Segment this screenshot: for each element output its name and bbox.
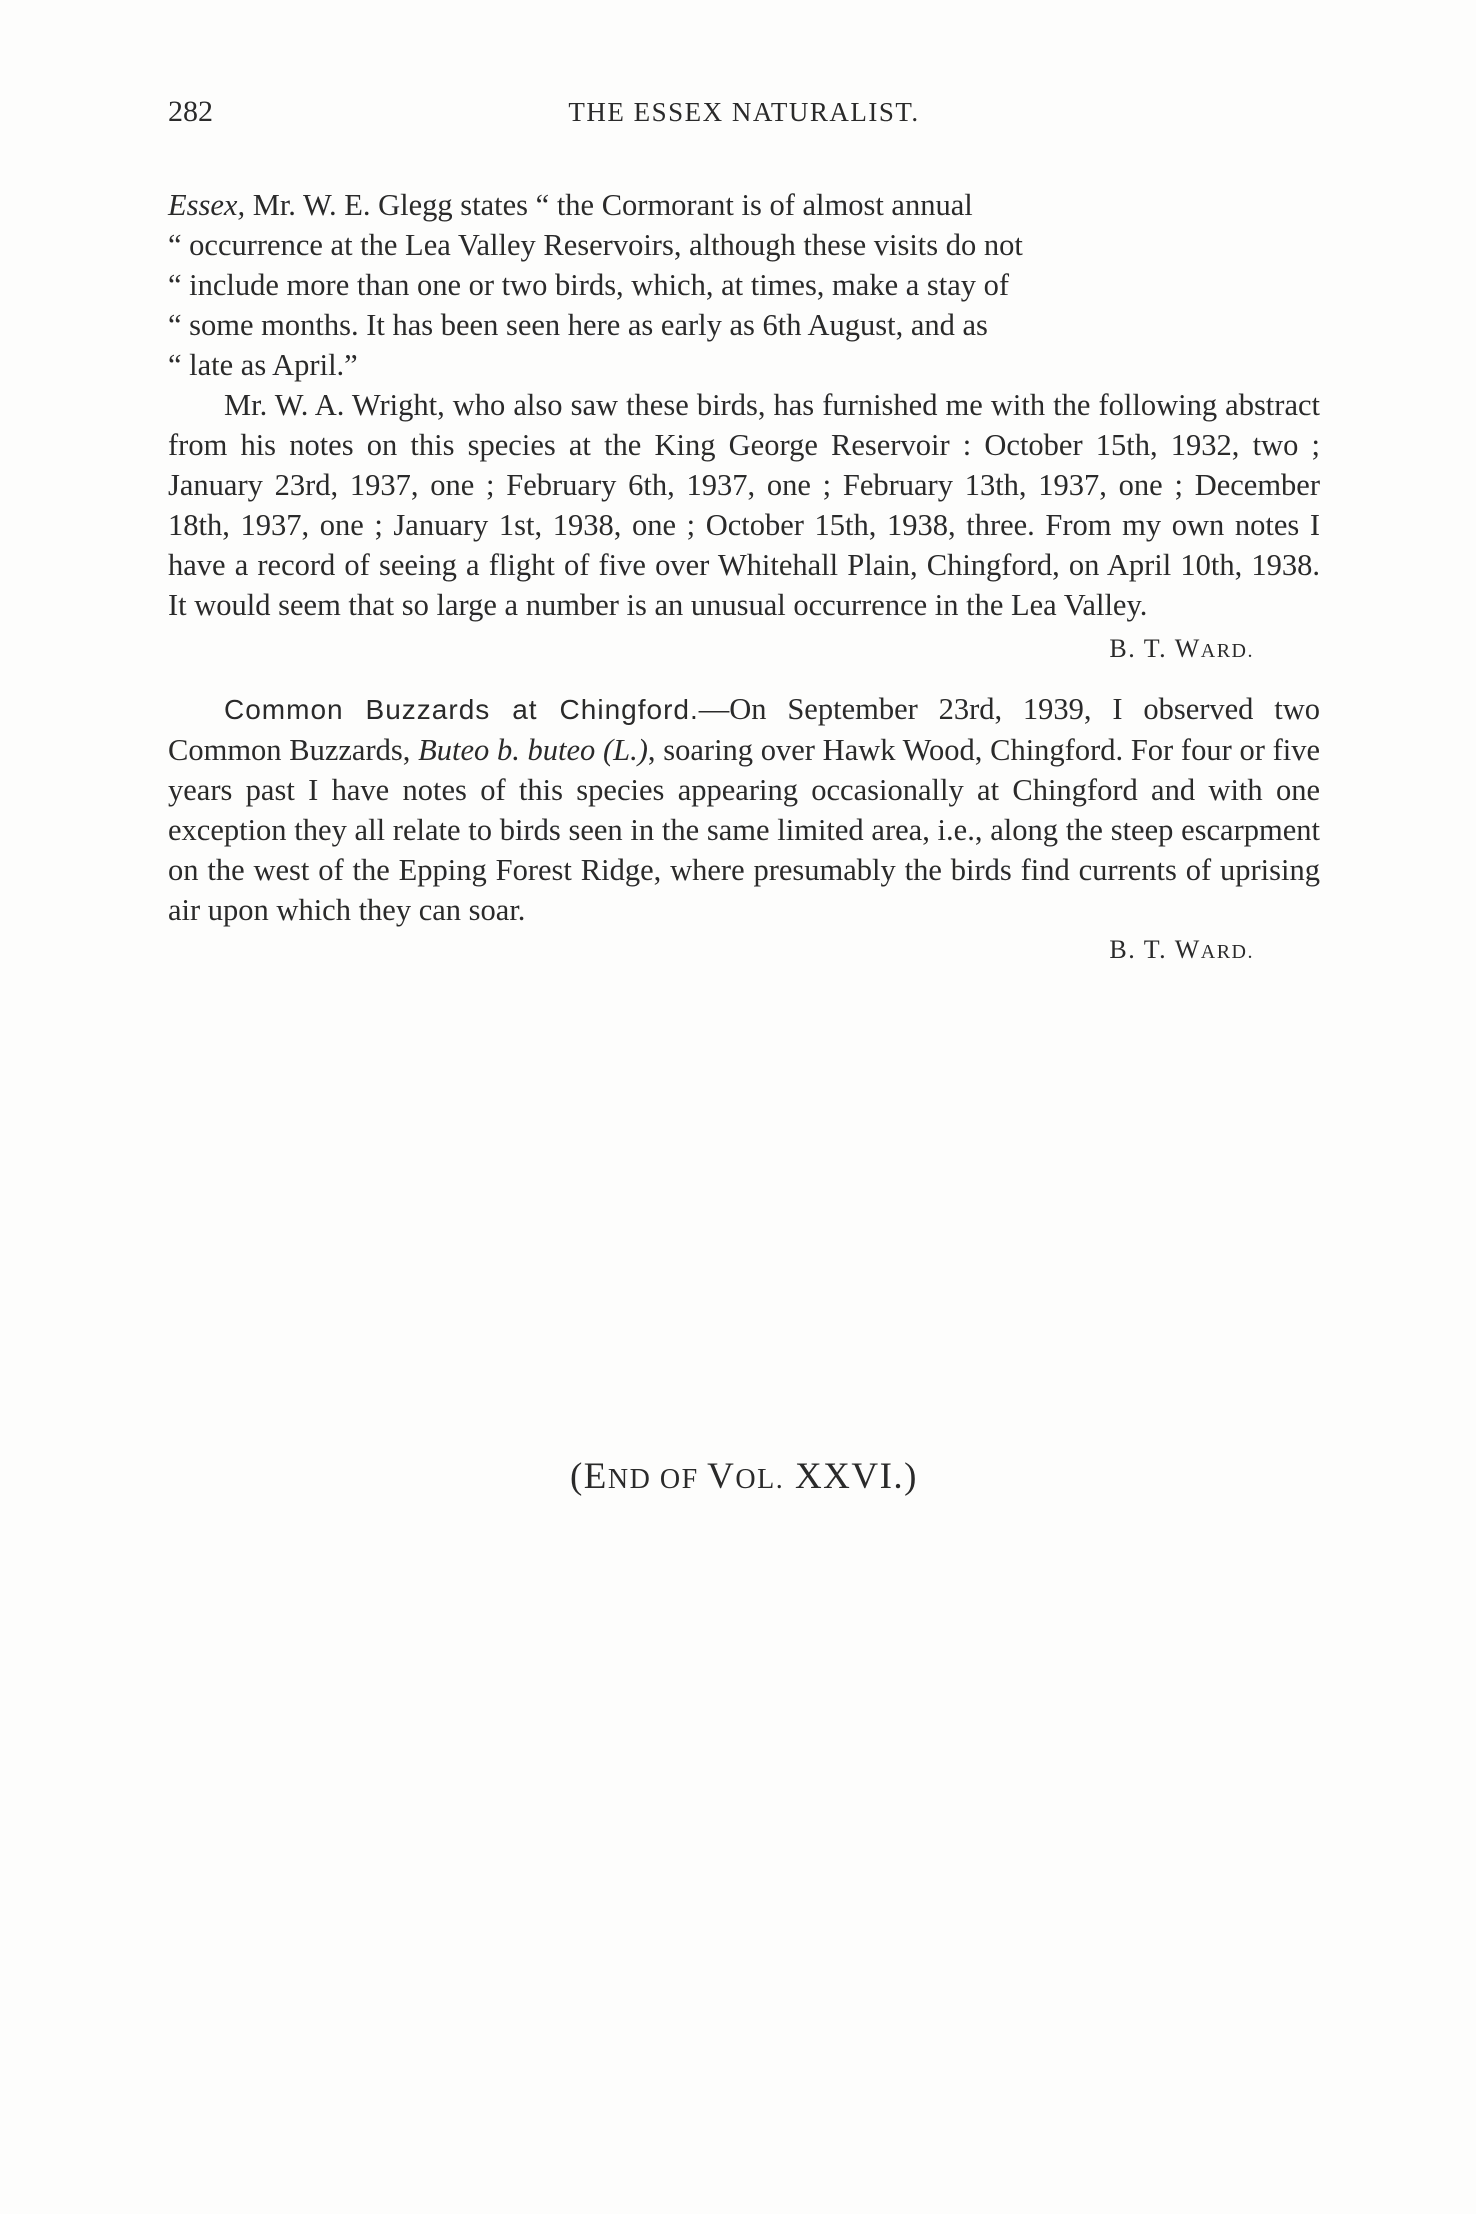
end-mark-ol: OL. [735,1464,785,1495]
end-mark-v: V [707,1456,736,1497]
quote-line-1: Mr. W. E. Glegg states “ the Cormorant is of almost annual [245,188,973,222]
page-number: 282 [168,95,213,128]
place-name-italic: Essex, [168,188,246,222]
quote-line-2: “ occurrence at the Lea Valley Reservoirs, although these visits do not [168,228,1023,262]
running-head [168,95,1320,143]
buzzards-paragraph [168,689,1320,930]
signature-surname: ARD. [1200,941,1254,963]
end-mark-volume: XXVI.) [784,1456,919,1497]
quote-line-4: “ some months. It has been seen here as early as 6th August, and as [168,308,988,342]
buzzards-text-1: —On September 23rd, 1939, I observed two Common Buzzards, [168,692,1320,767]
author-signature-1 [168,629,1320,671]
end-mark-open: (E [569,1456,608,1497]
end-of-volume-mark [168,1455,1320,1498]
body-text [168,185,1320,972]
author-signature-2 [168,930,1320,972]
note-heading: Common Buzzards at Chingford. [224,694,699,725]
signature-initials: B. T. W [1109,935,1201,964]
buzzards-text-2: , soaring over Hawk Wood, Chingford. For four or five years past I have notes of this species appearing occasionally at Chingford and with one exception they all relate to birds seen in the same limited area, i.e., along the steep escarpment on the west of the Epping Forest Ridge, where presumably the birds find currents of uprising air upon which they can soar. [168,733,1320,927]
wright-records-paragraph: Mr. W. A. Wright, who also saw these birds, has furnished me with the following abstract from his notes on this species at the King George Reservoir : October 15th, 1932, two ; January 23rd, 1937, one ; February 6th, 1937, one ; February 13th, 1937, one ; December 18th, 1937, one ; January 1st, 1938, one ; October 15th, 1938, three. From my own notes I have a record of seeing a flight of five over Whitehall Plain, Chingford, on April 10th, 1938. It would seem that so large a number is an unusual occurrence in the Lea Valley. [168,388,1320,622]
journal-title: THE ESSEX NATURALIST. [568,97,920,127]
cormorant-quote-paragraph [168,185,1320,385]
quote-line-3: “ include more than one or two birds, which, at times, make a stay of [168,268,1010,302]
document-page [168,95,1320,1497]
signature-initials: B. T. W [1109,634,1201,663]
end-mark-nd: ND OF [607,1464,708,1495]
quote-line-5: “ late as April.” [168,348,358,382]
signature-surname: ARD. [1200,640,1254,662]
species-name-italic: Buteo b. buteo (L.) [418,733,648,767]
